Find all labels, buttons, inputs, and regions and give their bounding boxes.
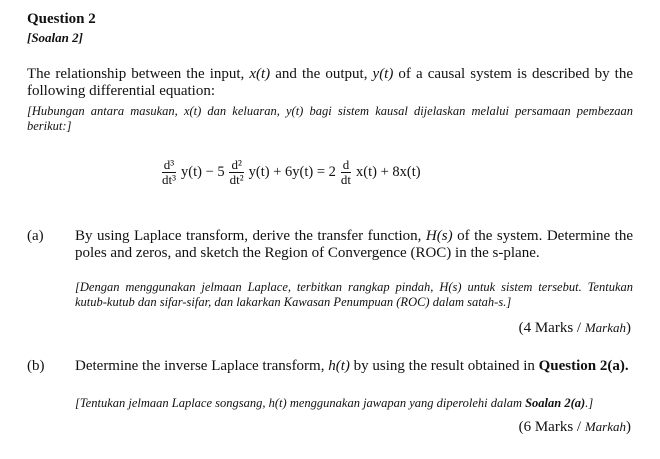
fraction-d-dt bbox=[339, 158, 353, 187]
equation-term: y(t) − 5 bbox=[181, 163, 225, 180]
fraction-denominator: dt² bbox=[229, 171, 244, 187]
output-symbol-ms: y(t) bbox=[285, 104, 304, 118]
marks-label-malay: Markah bbox=[584, 419, 626, 434]
fraction-numerator: d³ bbox=[163, 156, 175, 172]
differential-equation bbox=[158, 150, 422, 194]
part-a-marks bbox=[519, 320, 631, 337]
equation-term: x(t) + 8x(t) bbox=[356, 163, 421, 180]
impulse-response-symbol: h(t) bbox=[328, 358, 350, 374]
part-b-marks bbox=[519, 419, 631, 436]
part-b-text bbox=[75, 358, 633, 375]
part-a-label: (a) bbox=[27, 228, 44, 244]
transfer-function-symbol-ms: H(s) bbox=[439, 280, 462, 294]
equation-term: y(t) + 6y(t) = 2 bbox=[248, 163, 336, 180]
part-a-ms-a: [Dengan menggunakan jelmaan Laplace, terbitkan rangkap pindah, bbox=[75, 280, 440, 294]
intro-ms-b: dan keluaran, bbox=[201, 104, 286, 118]
fraction-numerator: d bbox=[342, 156, 350, 172]
part-b-text-a: Determine the inverse Laplace transform, bbox=[75, 358, 329, 374]
output-symbol: y(t) bbox=[372, 66, 394, 82]
part-a-text bbox=[75, 228, 633, 262]
part-b-reference: Question 2(a). bbox=[538, 358, 629, 374]
part-b-text-malay bbox=[75, 396, 633, 411]
impulse-response-symbol-ms: h(t) bbox=[268, 396, 287, 410]
part-b-reference-ms: Soalan 2(a) bbox=[525, 396, 586, 410]
intro-text-c: of a causal system is described by the following differential equation: bbox=[27, 66, 633, 99]
part-a-text-a: By using Laplace transform, derive the transfer function, bbox=[75, 228, 426, 244]
part-b-text-b: by using the result obtained in bbox=[349, 358, 539, 374]
part-a-ms-b: untuk sistem tersebut. Tentukan kutub-kutub dan sifar-sifar, dan lakarkan Kawasan Penumpuan (ROC) dalam satah-s.] bbox=[75, 280, 633, 309]
input-symbol-ms: x(t) bbox=[183, 104, 202, 118]
fraction-d3-dt3 bbox=[160, 158, 178, 187]
marks-close: ) bbox=[626, 419, 631, 435]
intro-text-b: and the output, bbox=[270, 66, 373, 82]
part-b-label: (b) bbox=[27, 358, 45, 374]
intro-paragraph bbox=[27, 66, 633, 100]
fraction-d2-dt2 bbox=[228, 158, 246, 187]
fraction-numerator: d² bbox=[231, 156, 242, 172]
fraction-denominator: dt³ bbox=[162, 171, 177, 187]
question-subtitle: [Soalan 2] bbox=[27, 30, 83, 45]
transfer-function-symbol: H(s) bbox=[425, 228, 453, 244]
marks-close: ) bbox=[626, 320, 631, 336]
part-a-text-b: of the system. Determine the poles and zeros, and sketch the Region of Convergence (ROC) in the s-plane. bbox=[75, 228, 633, 261]
question-title: Question 2 bbox=[27, 11, 96, 27]
input-symbol: x(t) bbox=[249, 66, 271, 82]
intro-text-a: The relationship between the input, bbox=[27, 66, 250, 82]
marks-label: (6 Marks / bbox=[518, 419, 585, 435]
marks-label-malay: Markah bbox=[584, 320, 626, 335]
marks-label: (4 Marks / bbox=[518, 320, 585, 336]
part-b-ms-b: menggunakan jawapan yang diperolehi dalam bbox=[286, 396, 526, 410]
intro-ms-a: [Hubungan antara masukan, bbox=[27, 104, 184, 118]
part-b-ms-end: .] bbox=[585, 396, 594, 410]
fraction-denominator: dt bbox=[340, 171, 352, 187]
intro-ms-c: bagi sistem kausal dijelaskan melalui persamaan pembezaan berikut:] bbox=[27, 104, 634, 133]
part-b-ms-a: [Tentukan jelmaan Laplace songsang, bbox=[75, 396, 269, 410]
part-a-text-malay bbox=[75, 280, 633, 310]
intro-paragraph-malay bbox=[27, 104, 633, 134]
